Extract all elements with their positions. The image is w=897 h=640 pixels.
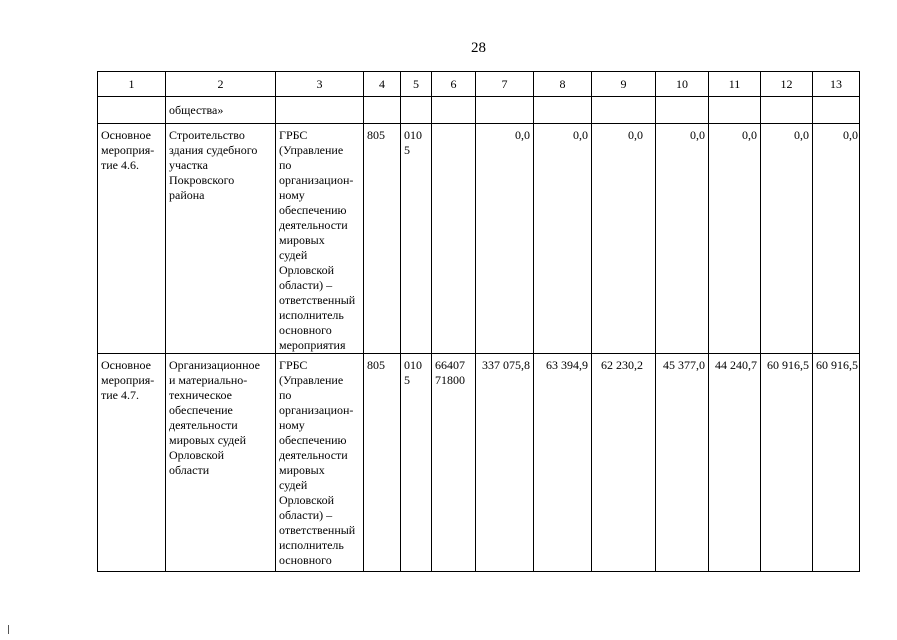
cell-text-line: участка: [169, 158, 208, 172]
activity-name-cell: [98, 124, 166, 354]
table-cell: [432, 97, 476, 124]
cell-text-line: организацион-: [279, 403, 354, 417]
table-cell: [276, 97, 364, 124]
amount-cell: 63 394,9: [534, 354, 592, 572]
cell-text-line: исполнитель: [279, 308, 344, 322]
responsible-executor-cell: [276, 354, 364, 572]
table-cell: [98, 97, 166, 124]
table-cell: [709, 97, 761, 124]
cell-text-line: ГРБС: [279, 128, 308, 142]
amount-cell: 0,0: [534, 124, 592, 354]
responsible-executor-cell: [276, 124, 364, 354]
cell-text-line: ответственный: [279, 523, 356, 537]
amount-cell: 0,0: [656, 124, 709, 354]
column-header: 2: [166, 72, 276, 97]
cell-text-line: 71800: [435, 373, 465, 387]
column-header: 11: [709, 72, 761, 97]
cell-text-line: тие 4.7.: [101, 388, 139, 402]
cell-text-line: деятельности: [279, 448, 348, 462]
column-header: 8: [534, 72, 592, 97]
cell-text-line: по: [279, 158, 292, 172]
amount-cell: 60 916,5: [761, 354, 813, 572]
column-header: 4: [364, 72, 401, 97]
cell-text-line: мировых: [279, 463, 325, 477]
amount-cell: 45 377,0: [656, 354, 709, 572]
table-cell: [401, 354, 432, 572]
cell-text-line: мероприя-: [101, 373, 155, 387]
table-row: [98, 354, 860, 572]
table-cell: [656, 97, 709, 124]
column-header: 1: [98, 72, 166, 97]
cell-text-line: техническое: [169, 388, 232, 402]
activity-name-cell: [98, 354, 166, 572]
cell-text-line: Орловской: [279, 493, 335, 507]
cell-text-line: здания судебного: [169, 143, 258, 157]
table-cell: [401, 97, 432, 124]
table-cell: [813, 97, 860, 124]
cell-text-line: [435, 128, 473, 143]
amount-cell: 337 075,8: [476, 354, 534, 572]
cell-text-line: Организационное: [169, 358, 260, 372]
cell-text-line: (Управление: [279, 143, 344, 157]
cell-text-line: Основное: [101, 128, 151, 142]
table-cell: [432, 124, 476, 354]
table-cell: общества»: [166, 97, 276, 124]
cell-text-line: деятельности: [169, 418, 238, 432]
cell-text-line: тие 4.6.: [101, 158, 139, 172]
table-cell: [592, 97, 656, 124]
cell-text-line: области: [169, 463, 210, 477]
column-header: 13: [813, 72, 860, 97]
column-header: 10: [656, 72, 709, 97]
cell-text-line: области) –: [279, 278, 333, 292]
cell-text-line: основного: [279, 323, 332, 337]
column-header: 5: [401, 72, 432, 97]
cell-text-line: 5: [404, 373, 410, 387]
cell-text-line: основного: [279, 553, 332, 567]
table-cell: [364, 97, 401, 124]
activity-description-cell: [166, 124, 276, 354]
cell-text-line: 5: [404, 143, 410, 157]
cell-text-line: обеспечение: [169, 403, 233, 417]
cell-text-line: мероприя-: [101, 143, 155, 157]
table-cell: [761, 97, 813, 124]
cell-text-line: области) –: [279, 508, 333, 522]
cell-text-line: обеспечению: [279, 433, 347, 447]
cell-text-line: (Управление: [279, 373, 344, 387]
page-number: 28: [471, 40, 486, 56]
table-row: [98, 124, 860, 354]
cell-text-line: судей: [279, 478, 308, 492]
cell-text-line: Основное: [101, 358, 151, 372]
cell-text-line: мировых судей: [169, 433, 247, 447]
cell-text-line: ному: [279, 188, 305, 202]
amount-cell: 60 916,5: [813, 354, 860, 572]
amount-cell: 0,0: [476, 124, 534, 354]
column-header: 9: [592, 72, 656, 97]
budget-table: [97, 71, 860, 572]
cell-text-line: 66407: [435, 358, 465, 372]
cell-text-line: района: [169, 188, 205, 202]
continuation-row: [98, 97, 860, 124]
table-cell: [401, 124, 432, 354]
column-header: 6: [432, 72, 476, 97]
cell-text-line: Строительство: [169, 128, 245, 142]
amount-cell: 0,0: [709, 124, 761, 354]
table-cell: [432, 354, 476, 572]
cell-text-line: судей: [279, 248, 308, 262]
cell-text-line: ному: [279, 418, 305, 432]
table-cell: 805: [364, 354, 401, 572]
table-header-row: [98, 72, 860, 97]
cell-text-line: 010: [404, 128, 422, 142]
cell-text-line: организацион-: [279, 173, 354, 187]
scan-margin-mark: [8, 625, 9, 634]
table-cell: [534, 97, 592, 124]
column-header: 3: [276, 72, 364, 97]
cell-text-line: ГРБС: [279, 358, 308, 372]
cell-text-line: 010: [404, 358, 422, 372]
amount-cell: 44 240,7: [709, 354, 761, 572]
cell-text-line: Покровского: [169, 173, 235, 187]
amount-cell: 0,0: [813, 124, 860, 354]
cell-text-line: ответственный: [279, 293, 356, 307]
amount-cell: 0,0: [592, 124, 656, 354]
cell-text-line: [435, 143, 473, 158]
cell-text-line: деятельности: [279, 218, 348, 232]
amount-cell: 0,0: [761, 124, 813, 354]
cell-text-line: исполнитель: [279, 538, 344, 552]
table-cell: 805: [364, 124, 401, 354]
cell-text-line: по: [279, 388, 292, 402]
cell-text-line: мировых: [279, 233, 325, 247]
cell-text-line: обеспечению: [279, 203, 347, 217]
column-header: 7: [476, 72, 534, 97]
column-header: 12: [761, 72, 813, 97]
cell-text-line: Орловской: [279, 263, 335, 277]
cell-text-line: Орловской: [169, 448, 225, 462]
table-cell: [476, 97, 534, 124]
cell-text-line: мероприятия: [279, 338, 346, 352]
cell-text-line: и материально-: [169, 373, 248, 387]
activity-description-cell: [166, 354, 276, 572]
amount-cell: 62 230,2: [592, 354, 656, 572]
